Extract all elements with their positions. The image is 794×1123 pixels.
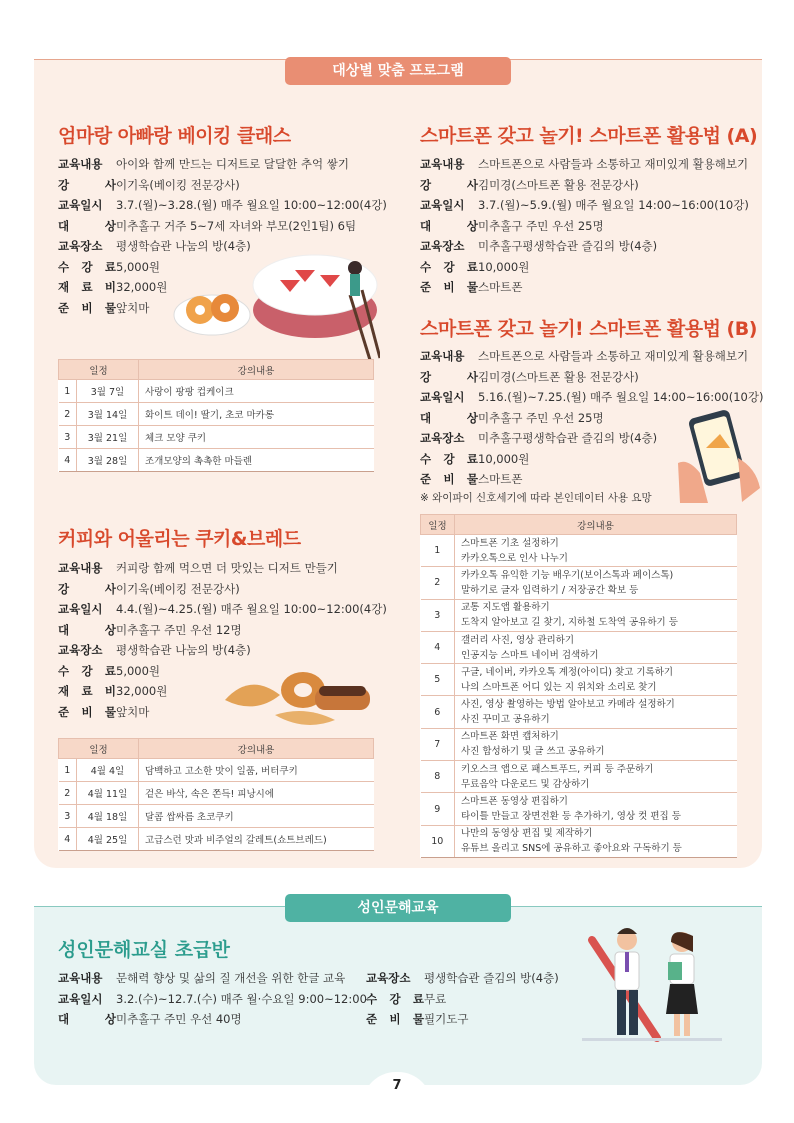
smart-b-schedule: 5.16.(월)~7.25.(월) 매주 월요일 14:00~16:00(10강) (478, 390, 764, 404)
row-number: 3 (421, 599, 455, 631)
literacy-target: 미추홀구 주민 우선 40명 (116, 1012, 242, 1026)
row-content-line: 말하기로 글자 입력하기 / 저장공간 확보 등 (461, 584, 639, 596)
row-content-line: 무료음악 다운로드 및 감상하기 (461, 778, 590, 790)
row-number: 9 (421, 793, 455, 825)
row-content-line: 스마트폰 기초 설정하기 (461, 537, 559, 549)
row-content (455, 728, 737, 760)
label: 재 료 비 (58, 280, 116, 294)
label: 교육일시 (58, 602, 103, 616)
smart-b-instructor: 김미경(스마트폰 활용 전문강사) (478, 369, 639, 384)
table-row (59, 380, 374, 403)
bread-illustration (215, 660, 380, 730)
table-header: 일정 (421, 515, 455, 535)
label: 교육장소 (58, 643, 103, 657)
row-content-line: 구글, 네이버, 카카오톡 계정(아이디) 찾고 기록하기 (461, 666, 674, 678)
row-number: 5 (421, 664, 455, 696)
row-content (455, 631, 737, 663)
row-content (455, 599, 737, 631)
smart-a-fee: 10,000원 (478, 259, 530, 274)
table-row (421, 728, 737, 760)
smart-a-instructor: 김미경(스마트폰 활용 전문강사) (478, 177, 639, 192)
row-content-line: 갤러리 사진, 영상 관리하기 (461, 634, 575, 646)
row-date: 3월 21일 (77, 426, 139, 449)
smart-a-info (420, 154, 749, 298)
smart-a-supplies: 스마트폰 (478, 280, 523, 294)
cookie-content: 커피랑 함께 먹으면 더 맛있는 디저트 만들기 (116, 561, 338, 575)
baking-place: 평생학습관 나눔의 방(4층) (116, 239, 251, 253)
cake-illustration (170, 240, 380, 365)
table-row (421, 599, 737, 631)
label: 강 사 (420, 177, 478, 192)
literacy-content: 문해력 향상 및 삶의 질 개선을 위한 한글 교육 (116, 971, 346, 985)
row-content (455, 535, 737, 567)
table-row (421, 567, 737, 599)
row-date: 4월 4일 (77, 759, 139, 782)
row-content (455, 761, 737, 793)
row-number: 7 (421, 728, 455, 760)
table-header: 일정 (59, 739, 139, 759)
label: 교육장소 (366, 971, 411, 985)
row-content: 화이트 데이! 딸기, 초코 마카롱 (139, 403, 374, 426)
smart-a-place: 미추홀구평생학습관 즐김의 방(4층) (478, 239, 658, 253)
row-date: 3월 28일 (77, 449, 139, 472)
table-row (59, 782, 374, 805)
table-row (421, 631, 737, 663)
smart-a-content: 스마트폰으로 사람들과 소통하고 재미있게 활용해보기 (478, 157, 749, 171)
label: 재 료 비 (58, 684, 116, 698)
cookie-target: 미추홀구 주민 우선 12명 (116, 622, 242, 637)
row-content: 담백하고 고소한 맛이 일품, 버터쿠키 (139, 759, 374, 782)
row-number: 4 (59, 449, 77, 472)
table-row (421, 535, 737, 567)
row-number: 6 (421, 696, 455, 728)
row-content-line: 교통 지도앱 활용하기 (461, 602, 550, 614)
table-header: 강의내용 (455, 515, 737, 535)
label: 교육내용 (420, 157, 465, 171)
literacy-supplies: 필기도구 (424, 1012, 469, 1026)
smart-a-schedule: 3.7.(월)~5.9.(월) 매주 월요일 14:00~16:00(10강) (478, 198, 749, 212)
label: 준 비 물 (58, 704, 116, 719)
smart-a-title: 스마트폰 갖고 놀기! 스마트폰 활용법 (A) (420, 125, 758, 147)
row-content-line: 키오스크 앱으로 패스트푸드, 커피 등 주문하기 (461, 763, 654, 775)
baking-schedule: 3.7.(월)~3.28.(월) 매주 월요일 10:00~12:00(4강) (116, 198, 387, 212)
label: 교육내용 (58, 971, 103, 985)
cookie-schedule-table (58, 738, 374, 851)
row-content (455, 696, 737, 728)
label: 교육내용 (58, 561, 103, 575)
row-number: 4 (59, 828, 77, 851)
section-tab-adult-literacy: 성인문해교육 (285, 894, 511, 922)
row-content: 체크 모양 쿠키 (139, 426, 374, 449)
row-number: 8 (421, 761, 455, 793)
row-number: 4 (421, 631, 455, 663)
teachers-illustration (582, 920, 722, 1050)
phone-illustration (676, 408, 764, 508)
wifi-note: ※ 와이파이 신호세기에 따라 본인데이터 사용 요망 (420, 492, 652, 504)
label: 대 상 (58, 218, 116, 233)
label: 수 강 료 (58, 663, 116, 678)
label: 교육일시 (420, 390, 465, 404)
table-row (59, 403, 374, 426)
baking-content: 아이와 함께 만드는 디저트로 달달한 추억 쌓기 (116, 157, 350, 171)
label: 교육장소 (420, 431, 465, 445)
row-number: 2 (59, 403, 77, 426)
row-content (455, 825, 737, 857)
row-content-line: 인공지능 스마트 네이버 검색하기 (461, 649, 599, 661)
page-number: 7 (362, 1072, 432, 1106)
smart-b-content: 스마트폰으로 사람들과 소통하고 재미있게 활용해보기 (478, 349, 749, 363)
label: 교육장소 (58, 239, 103, 253)
row-content-line: 유튜브 올리고 SNS에 공유하고 좋아요와 구독하기 등 (461, 843, 682, 855)
row-content (455, 567, 737, 599)
baking-target: 미추홀구 거주 5~7세 자녀와 부모(2인1팀) 6팀 (116, 218, 357, 233)
smart-schedule-table (420, 514, 737, 858)
smart-b-fee: 10,000원 (478, 451, 530, 466)
literacy-schedule: 3.2.(수)~12.7.(수) 매주 월·수요일 9:00~12:00 (116, 991, 367, 1006)
table-header: 강의내용 (139, 739, 374, 759)
smart-b-target: 미추홀구 주민 우선 25명 (478, 410, 604, 425)
row-number: 3 (59, 805, 77, 828)
row-number: 3 (59, 426, 77, 449)
label: 교육내용 (420, 349, 465, 363)
smart-a-target: 미추홀구 주민 우선 25명 (478, 218, 604, 233)
row-content: 겉은 바삭, 속은 쫀득! 피낭시에 (139, 782, 374, 805)
row-content (455, 793, 737, 825)
label: 수 강 료 (58, 259, 116, 274)
row-number: 2 (59, 782, 77, 805)
row-date: 4월 25일 (77, 828, 139, 851)
table-row (421, 825, 737, 857)
row-content-line: 도착지 알아보고 길 찾기, 지하철 도착역 공유하기 등 (461, 617, 678, 629)
baking-fee: 5,000원 (116, 259, 161, 274)
row-content-line: 스마트폰 동영상 편집하기 (461, 796, 568, 808)
cookie-schedule: 4.4.(월)~4.25.(월) 매주 월요일 10:00~12:00(4강) (116, 602, 387, 616)
label: 교육일시 (58, 198, 103, 212)
section-tab-custom-programs: 대상별 맞춤 프로그램 (285, 57, 511, 85)
label: 대 상 (420, 410, 478, 425)
table-row (421, 664, 737, 696)
label: 수 강 료 (420, 259, 478, 274)
table-row (421, 696, 737, 728)
row-content: 달콤 쌉싸름 초코쿠키 (139, 805, 374, 828)
cookie-material-fee: 32,000원 (116, 684, 168, 698)
baking-instructor: 이기욱(베이킹 전문강사) (116, 177, 240, 192)
row-number: 2 (421, 567, 455, 599)
row-number: 10 (421, 825, 455, 857)
cookie-title: 커피와 어울리는 쿠키&브레드 (58, 528, 301, 550)
row-content-line: 타이틀 만들고 장면전환 등 추가하기, 영상 컷 편집 등 (461, 811, 681, 823)
baking-schedule-table (58, 359, 374, 472)
table-row (59, 426, 374, 449)
label: 교육일시 (58, 991, 103, 1006)
label: 강 사 (58, 581, 116, 596)
smart-b-supplies: 스마트폰 (478, 472, 523, 486)
label: 준 비 물 (420, 472, 478, 486)
row-content: 사랑이 팡팡 컵케이크 (139, 380, 374, 403)
row-content-line: 카카오톡으로 인사 나누기 (461, 552, 568, 564)
label: 대 상 (58, 622, 116, 637)
table-row (59, 449, 374, 472)
row-date: 3월 7일 (77, 380, 139, 403)
table-row (59, 759, 374, 782)
row-content: 조개모양의 촉촉한 마들렌 (139, 449, 374, 472)
literacy-fee: 무료 (424, 991, 447, 1006)
row-content: 고급스런 맛과 비주얼의 갈레트(쇼트브레드) (139, 828, 374, 851)
table-header: 강의내용 (139, 360, 374, 380)
literacy-info-left (58, 968, 367, 1030)
table-row (421, 761, 737, 793)
cookie-supplies: 앞치마 (116, 704, 150, 719)
row-content-line: 사진 꾸미고 공유하기 (461, 714, 550, 726)
row-content-line: 카카오톡 유익한 기능 배우기(보이스톡과 페이스톡) (461, 569, 674, 581)
label: 대 상 (58, 1012, 116, 1026)
row-number: 1 (421, 535, 455, 567)
label: 교육일시 (420, 198, 465, 212)
table-row (59, 828, 374, 851)
literacy-place: 평생학습관 즐김의 방(4층) (424, 971, 559, 985)
row-date: 4월 18일 (77, 805, 139, 828)
table-header: 일정 (59, 360, 139, 380)
label: 준 비 물 (58, 300, 116, 315)
label: 수 강 료 (420, 451, 478, 466)
label: 준 비 물 (420, 280, 478, 294)
literacy-info-right (366, 968, 559, 1030)
label: 교육내용 (58, 157, 103, 171)
baking-supplies: 앞치마 (116, 300, 150, 315)
cookie-instructor: 이기욱(베이킹 전문강사) (116, 581, 240, 596)
label: 교육장소 (420, 239, 465, 253)
label: 수 강 료 (366, 991, 424, 1006)
row-number: 1 (59, 380, 77, 403)
baking-material-fee: 32,000원 (116, 280, 168, 294)
baking-title: 엄마랑 아빠랑 베이킹 클래스 (58, 125, 291, 147)
cookie-fee: 5,000원 (116, 663, 161, 678)
smart-b-title: 스마트폰 갖고 놀기! 스마트폰 활용법 (B) (420, 318, 757, 340)
cookie-place: 평생학습관 나눔의 방(4층) (116, 643, 251, 657)
label: 준 비 물 (366, 1012, 424, 1026)
table-row (59, 805, 374, 828)
row-date: 3월 14일 (77, 403, 139, 426)
row-number: 1 (59, 759, 77, 782)
row-content-line: 나의 스마트폰 어디 있는 지 위치와 소리로 찾기 (461, 681, 657, 693)
table-row (421, 793, 737, 825)
row-content-line: 사진 합성하기 및 글 쓰고 공유하기 (461, 746, 605, 758)
literacy-title: 성인문해교실 초급반 (58, 939, 230, 961)
label: 강 사 (58, 177, 116, 192)
row-content-line: 스마트폰 화면 캡처하기 (461, 731, 559, 743)
row-date: 4월 11일 (77, 782, 139, 805)
row-content (455, 664, 737, 696)
smart-b-place: 미추홀구평생학습관 즐김의 방(4층) (478, 431, 658, 445)
row-content-line: 나만의 동영상 편집 및 제작하기 (461, 828, 593, 840)
label: 대 상 (420, 218, 478, 233)
row-content-line: 사진, 영상 촬영하는 방법 알아보고 카메라 설정하기 (461, 699, 675, 711)
label: 강 사 (420, 369, 478, 384)
